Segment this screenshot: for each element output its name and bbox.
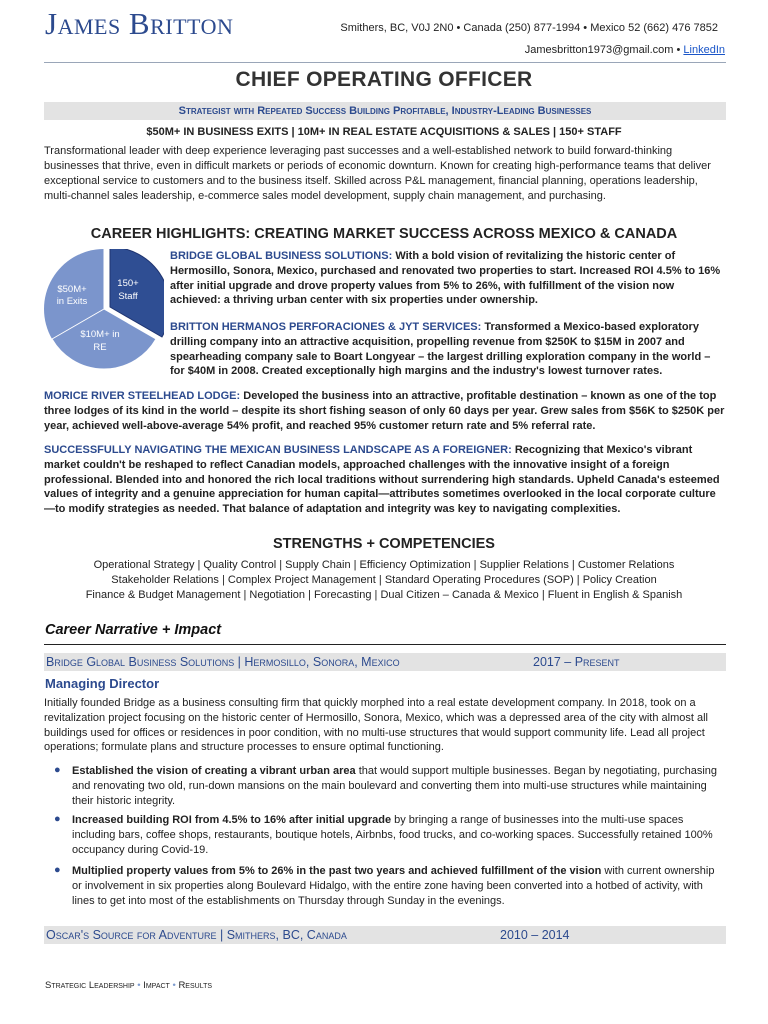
highlight-text: Transformed a Mexico-based exploratory drilling company into an attractive acquisition, propelling revenue from $250K to $15M in 2007 and spearheading company sale to Boart Longyear – the largest drilling exploration company in the world – for $40M in 2008. Created exceptionally high margins and the industry's lowest turnover rates. (170, 321, 711, 378)
highlight-lead: BRIDGE GLOBAL BUSINESS SOLUTIONS: (170, 250, 393, 262)
bullet-dot-icon: ● (54, 864, 61, 876)
job-description: Initially founded Bridge as a business consulting firm that quickly morphed into a real estate development company. In 2018, took on a revitalization project focusing on the historic center of Hermosillo, Sonora, Mexico, which was a depressed area of the city with almost all buildings used for offices or residences in poor condition, with no multi-use structures that would support community life. Lead all project operations; formulate plans and structure processes to ensure optimal functioning. (44, 697, 708, 754)
candidate-name: James Britton (45, 6, 234, 41)
job-dates: 2010 – 2014 (500, 928, 570, 942)
bullet-bold: Established the vision of creating a vibrant urban area (72, 765, 356, 777)
pie-label-staff-1: 150+ (117, 278, 139, 289)
pie-label-exits-1: $50M+ (57, 284, 87, 295)
bullet-dot-icon: ● (54, 813, 61, 825)
highlight-mexican-landscape (44, 443, 726, 517)
pie-label-re-1: $10M+ in (80, 329, 120, 340)
contact-address-phones: Smithers, BC, V0J 2N0 • Canada (250) 877-1994 • Mexico 52 (662) 476 7852 (340, 22, 718, 34)
pie-label-re-2: RE (93, 342, 107, 353)
footer-item: Impact (143, 980, 170, 991)
job-company: Bridge Global Business Solutions | Hermosillo, Sonora, Mexico (46, 655, 400, 669)
job-bullet (54, 813, 726, 857)
bullet-text: with current ownership or involvement in six properties along Boulevard Hidalgo, with the entire zone having been converted into a hotbed of activity, with lines to get into most of the establishments on Thursday through Sunday in the evenings. (72, 865, 715, 907)
footer-separator: • (137, 980, 141, 991)
highlight-text: Recognizing that Mexico's vibrant market couldn't be reshaped to reflect Canadian models, approached challenges with the innovative insight of a foreign professional. Blended into and honored the rich local traditions without surrendering high standards. Upheld Canada's esteemed values of integrity and a genuine appreciation for human capital—attributes sometimes overlooked in the local corporate culture—to modify strategies as needed. That balance of adaptation and integrity was key to navigating complexities. (44, 444, 720, 516)
job-bar-oscars (44, 926, 726, 944)
job-role: Managing Director (45, 676, 160, 691)
highlight-text: Developed the business into an attractive, profitable destination – known as one of the top three lodges of its kind in the world – despite its short fishing season of only 60 days per year. Grew sales from $56K to $250K per year, achieved well-above-average 54% profit, and reached 95% customer return rate and 5% referral rate. (44, 390, 725, 432)
job-bullet (54, 764, 726, 808)
bullet-text: that would support multiple businesses. Began by negotiating, purchasing and renovating two old, run-down mansions on the main boulevard and converting them into multi-use structures while maintaining their historic integrity. (72, 765, 718, 807)
highlight-lead: SUCCESSFULLY NAVIGATING THE MEXICAN BUSINESS LANDSCAPE AS A FOREIGNER: (44, 444, 512, 456)
tagline-bar: Strategist with Repeated Success Building Profitable, Industry-Leading Businesses (44, 102, 726, 120)
bullet-dot-icon: ● (54, 764, 61, 776)
job-bar-bridge (44, 653, 726, 671)
stats-line: $50M+ IN BUSINESS EXITS | 10M+ IN REAL ESTATE ACQUISITIONS & SALES | 150+ STAFF (146, 126, 622, 138)
page-footer (45, 980, 212, 991)
bullet-bold: Increased building ROI from 4.5% to 16% after initial upgrade (72, 814, 392, 826)
job-company: Oscar's Source for Adventure | Smithers, BC, Canada (46, 928, 347, 942)
narrative-heading: Career Narrative + Impact (45, 622, 222, 638)
bullet-bold: Multiplied property values from 5% to 26% in the past two years and achieved fulfillment of the vision (72, 865, 602, 877)
highlights-pie-chart (44, 249, 164, 374)
highlights-heading: CAREER HIGHLIGHTS: CREATING MARKET SUCCESS ACROSS MEXICO & CANADA (90, 226, 678, 242)
competencies-line-3: Finance & Budget Management | Negotiation | Forecasting | Dual Citizen – Canada & Mexico | Fluent in English & Spanish (85, 589, 683, 601)
highlight-britton-hermanos (170, 320, 726, 379)
header-rule (44, 62, 726, 63)
highlight-lead: MORICE RIVER STEELHEAD LODGE: (44, 390, 241, 402)
resume-title: CHIEF OPERATING OFFICER (235, 68, 533, 91)
pie-label-exits-2: in Exits (56, 296, 88, 307)
competencies-heading: STRENGTHS + COMPETENCIES (273, 536, 495, 552)
contact-email: Jamesbritton1973@gmail.com • (524, 44, 681, 56)
highlight-text: With a bold vision of revitalizing the historic center of Hermosillo, Sonora, Mexico, purchased and renovated two properties to start. Increased ROI 4.5% to 16% after initial upgrade and drove property values from 5% to 26%, with fulfillment of the vision now achieved: a thriving urban center with six properties under ownership. (170, 250, 721, 307)
narrative-rule (44, 644, 726, 645)
footer-item: Results (178, 980, 213, 991)
highlight-morice-river (44, 389, 726, 433)
contact-email-line (525, 44, 725, 56)
bullet-text: by bringing a range of businesses into the multi-use spaces including bars, coffee shops, restaurants, boutique hotels, Airbnbs, food trucks, and co-working spaces. Successfully retained 100% occupancy during Covid-19. (72, 814, 713, 856)
pie-label-staff-2: Staff (118, 291, 138, 302)
job-bullet (54, 864, 726, 908)
footer-item: Strategic Leadership (45, 980, 135, 991)
summary-paragraph: Transformational leader with deep experience leveraging past successes and a well-established network to build forward-thinking businesses that thrive, even in difficult markets or periods of economic downturn. Known for creating high-performance teams that deliver exceptional service to customers and to the business itself. Skilled across P&L management, financial planning, operations leadership, multi-channel sales leadership, e-commerce sales model development, supply chain management, and purchasing. (44, 145, 711, 202)
highlight-bridge (170, 249, 726, 308)
highlight-lead: BRITTON HERMANOS PERFORACIONES & JYT SERVICES: (170, 321, 482, 333)
job-dates: 2017 – Present (533, 655, 620, 669)
competencies-line-2: Stakeholder Relations | Complex Project Management | Standard Operating Procedures (SOP) | Policy Creation (111, 574, 657, 586)
footer-separator: • (172, 980, 176, 991)
linkedin-link[interactable]: LinkedIn (683, 44, 725, 56)
competencies-line-1: Operational Strategy | Quality Control | Supply Chain | Efficiency Optimization | Supplier Relations | Customer Relations (93, 559, 675, 571)
